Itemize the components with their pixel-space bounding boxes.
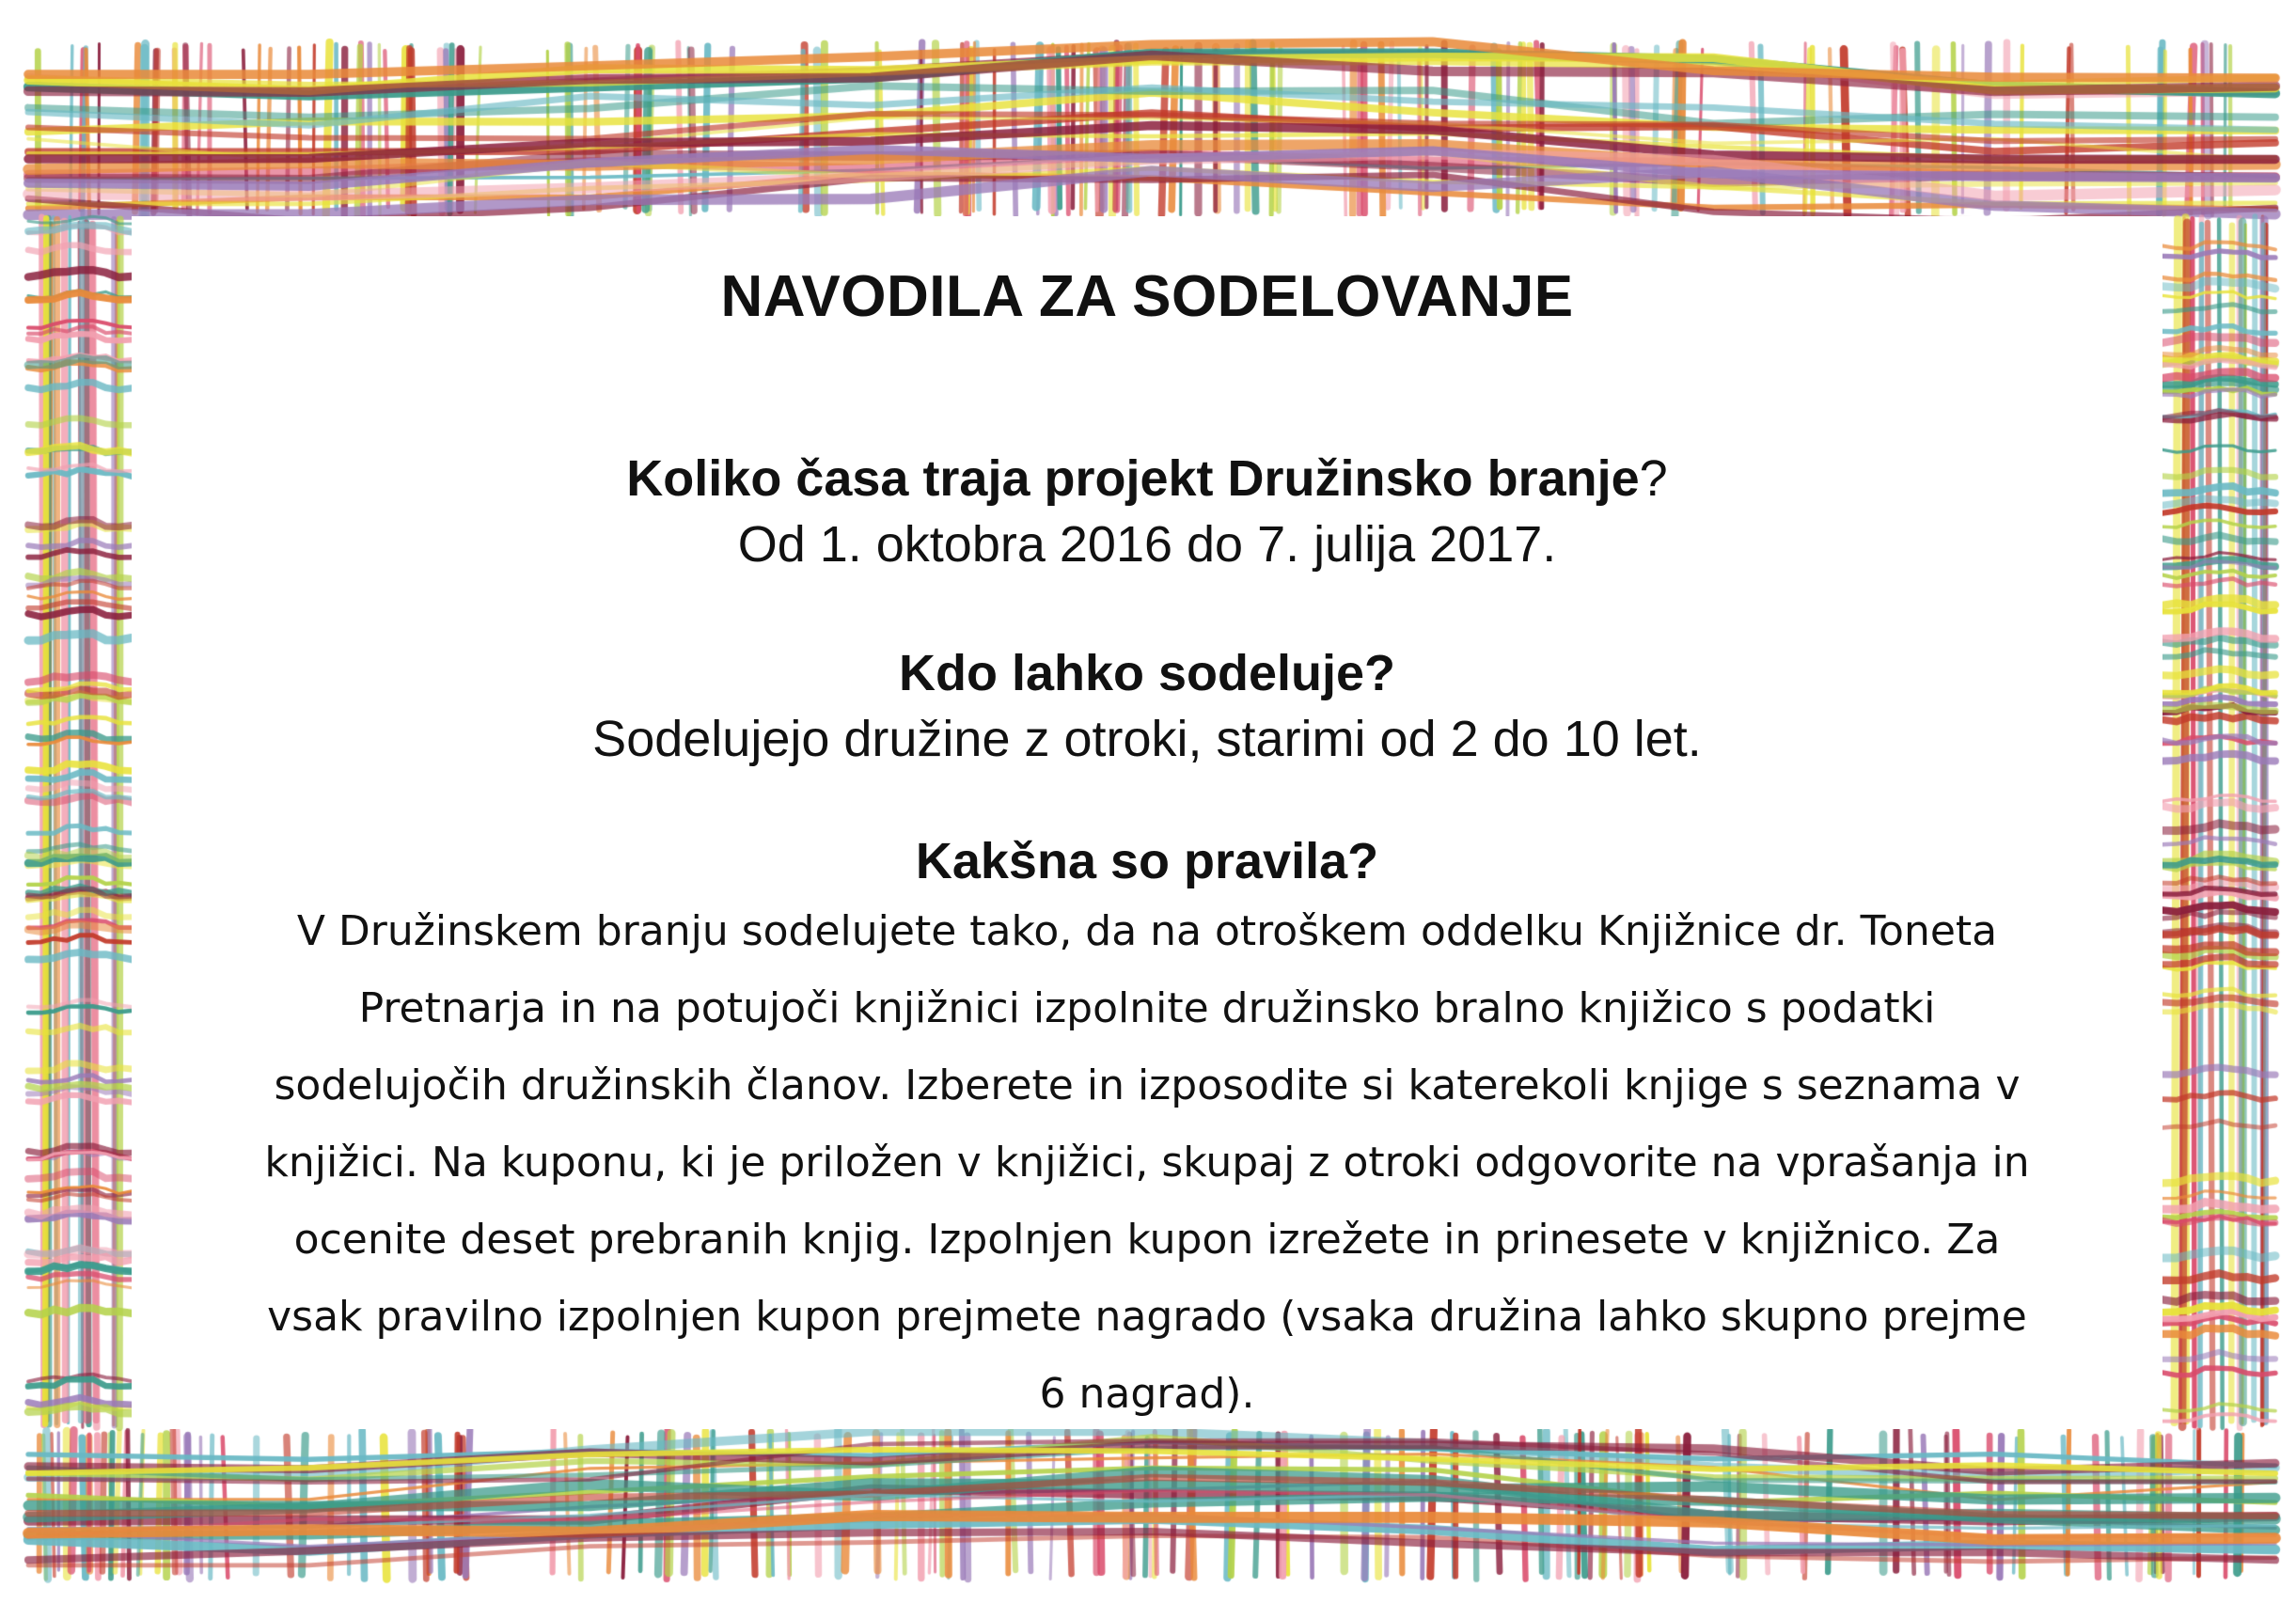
question-duration-mark: ? (1639, 450, 1668, 507)
answer-participants: Sodelujejo družine z otroki, starimi od 2 do 10 let. (592, 711, 1702, 767)
rules-line: 6 nagrad). (1039, 1370, 1255, 1418)
question-duration-text: Koliko časa traja projekt Družinsko branje (626, 450, 1640, 507)
question-rules: Kakšna so pravila? (915, 833, 1379, 889)
rules-line: knjižici. Na kuponu, ki je priložen v knjižici, skupaj z otroki odgovorite na vprašanja in (264, 1139, 2030, 1187)
rules-line: sodelujočih družinskih članov. Izberete in izposodite si katerekoli knjige s seznama v (274, 1061, 2021, 1109)
question-duration (132, 449, 2162, 508)
rules-line: vsak pravilno izpolnjen kupon prejmete nagrado (vsaka družina lahko skupno prejme (267, 1293, 2027, 1341)
question-participants: Kdo lahko sodeluje? (898, 645, 1396, 701)
rules-line: ocenite deset prebranih knjig. Izpolnjen kupon izrežete in prinesete v knjižnico. Za (293, 1216, 2001, 1264)
rules-line: V Družinskem branju sodelujete tako, da na otroškem oddelku Knjižnice dr. Toneta (296, 907, 1998, 955)
rules-line: Pretnarja in na potujoči knjižnici izpolnite družinsko bralno knjižico s podatki (358, 984, 1936, 1032)
instructions-panel (132, 216, 2162, 1429)
page-title: NAVODILA ZA SODELOVANJE (720, 264, 1574, 329)
rules-paragraph (188, 893, 2106, 1433)
answer-duration: Od 1. oktobra 2016 do 7. julija 2017. (737, 516, 1557, 573)
